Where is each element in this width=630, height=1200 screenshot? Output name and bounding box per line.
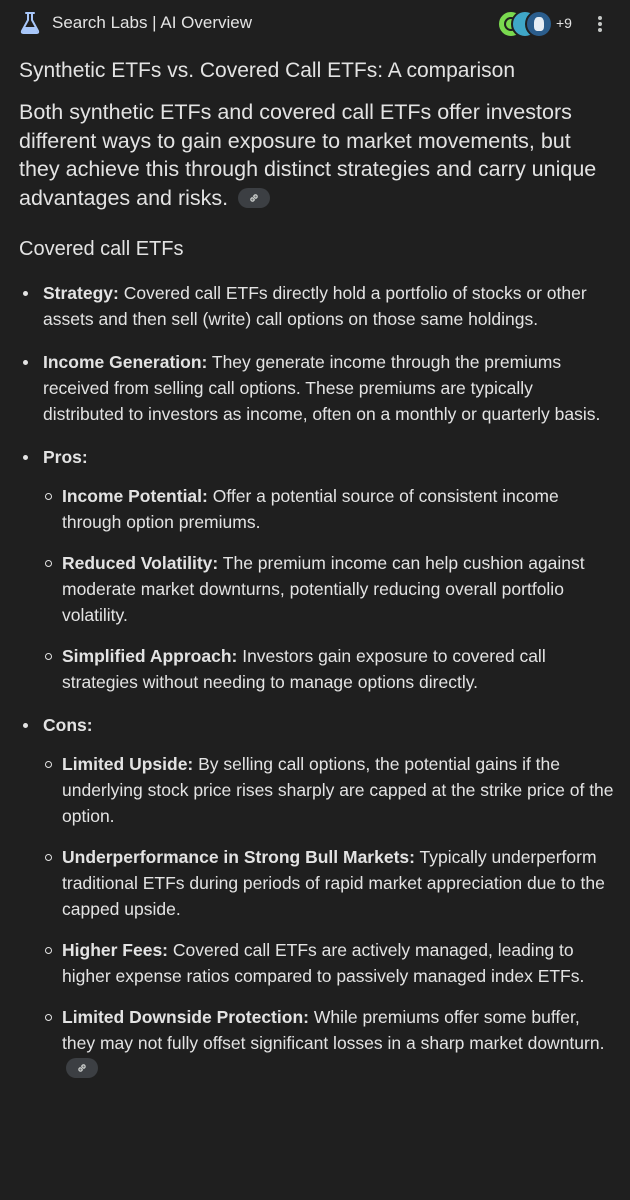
contributor-avatars[interactable] — [497, 10, 557, 36]
item-label: Cons: — [43, 715, 93, 735]
sub-item-label: Income Potential: — [62, 486, 208, 506]
sub-list-item — [43, 483, 617, 535]
item-label: Pros: — [43, 447, 88, 467]
sub-item-text: Offer a potential source of consistent income through option premiums. — [62, 486, 559, 532]
intro-paragraph — [19, 98, 617, 212]
sub-list-item — [43, 1004, 617, 1082]
source-link-chip[interactable] — [238, 188, 270, 208]
sub-item-text: Typically underperform traditional ETFs during periods of rapid market appreciation due to the capped upside. — [62, 847, 605, 919]
sub-item-text: By selling call options, the potential gains if the underlying stock price rises sharply are capped at the strike price of the option. — [62, 754, 614, 826]
link-icon — [76, 1062, 88, 1074]
item-label: Strategy: — [43, 283, 119, 303]
pros-list — [43, 483, 617, 695]
overview-heading: Synthetic ETFs vs. Covered Call ETFs: A comparison — [19, 59, 516, 82]
covered-call-list — [19, 280, 617, 1082]
app-title: Search Labs | AI Overview — [52, 13, 253, 32]
sub-item-text: Investors gain exposure to covered call strategies without needing to manage options directly. — [62, 646, 546, 692]
sub-item-label: Underperformance in Strong Bull Markets: — [62, 847, 415, 867]
sub-item-text: Covered call ETFs are actively managed, leading to higher expense ratios compared to passively managed index ETFs. — [62, 940, 585, 986]
item-label: Income Generation: — [43, 352, 208, 372]
flask-icon — [19, 11, 41, 35]
section-title: Covered call ETFs — [19, 238, 184, 260]
list-item — [19, 444, 617, 695]
item-text: Covered call ETFs directly hold a portfolio of stocks or other assets and then sell (write) call options on those same holdings. — [43, 283, 587, 329]
source-link-chip[interactable] — [66, 1058, 98, 1078]
sub-item-label: Higher Fees: — [62, 940, 168, 960]
list-item — [19, 712, 617, 1082]
avatar — [525, 10, 553, 38]
sub-item-label: Reduced Volatility: — [62, 553, 219, 573]
more-vert-icon[interactable] — [593, 14, 607, 34]
intro-text: Both synthetic ETFs and covered call ETFs offer investors different ways to gain exposure to market movements, but they achieve this through distinct strategies and carry unique advantages and risks. — [19, 100, 597, 210]
sub-list-item — [43, 751, 617, 829]
list-item — [19, 349, 617, 427]
sub-item-label: Limited Upside: — [62, 754, 194, 774]
sub-item-text: While premiums offer some buffer, they may not fully offset significant losses in a sharp market downturn. — [62, 1007, 605, 1053]
sub-list-item — [43, 937, 617, 989]
ai-overview-content — [19, 56, 617, 1099]
sub-item-label: Limited Downside Protection: — [62, 1007, 309, 1027]
sub-list-item — [43, 643, 617, 695]
more-sources-count[interactable]: +9 — [556, 15, 572, 31]
sub-list-item — [43, 550, 617, 628]
cons-list — [43, 751, 617, 1082]
sub-item-text: The premium income can help cushion against moderate market downturns, potentially reducing overall portfolio volatility. — [62, 553, 585, 625]
link-icon — [248, 192, 260, 204]
header-bar — [0, 0, 630, 50]
sub-item-label: Simplified Approach: — [62, 646, 238, 666]
item-text: They generate income through the premiums received from selling call options. These premiums are typically distributed to investors as income, often on a monthly or quarterly basis. — [43, 352, 601, 424]
list-item — [19, 280, 617, 332]
sub-list-item — [43, 844, 617, 922]
